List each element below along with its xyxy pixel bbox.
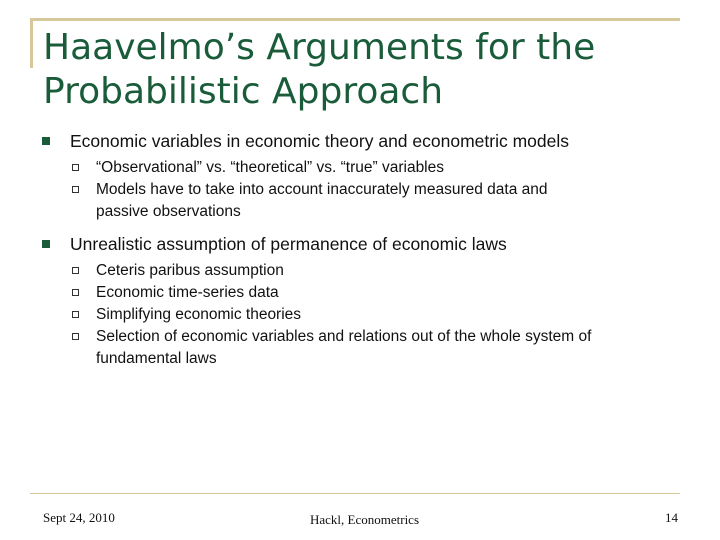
square-bullet-icon: [42, 137, 50, 145]
hollow-square-bullet-icon: [72, 333, 79, 340]
hollow-square-bullet-icon: [72, 311, 79, 318]
bullet-level2-item: [40, 260, 690, 282]
slide-title: [43, 26, 683, 114]
bullet-level2-item: [40, 304, 690, 326]
bullet-text: “Observational” vs. “theoretical” vs. “true” variables: [96, 159, 445, 176]
bullet-text: Simplifying economic theories: [96, 306, 302, 323]
page-number: 14: [665, 510, 678, 525]
hollow-square-bullet-icon: [72, 267, 79, 274]
bullet-text: fundamental laws: [96, 350, 217, 367]
bullet-level2-continuation: [40, 348, 690, 370]
title-frame-left-line: [30, 18, 33, 68]
title-frame-top-line: [30, 18, 680, 21]
bullet-level2-item: [40, 282, 690, 304]
bullet-text: Ceteris paribus assumption: [96, 262, 284, 279]
square-bullet-icon: [42, 240, 50, 248]
bullet-text: Economic time-series data: [96, 284, 279, 301]
bullet-level1-economic-variables: [40, 130, 690, 152]
footer-date: Sept 24, 2010: [43, 510, 115, 525]
bullet-text: Economic variables in economic theory and econometric models: [70, 131, 569, 151]
bullet-level1-unrealistic-assumption: [40, 233, 690, 255]
slide-title-line-1: Haavelmo’s Arguments for the: [43, 27, 596, 68]
bullet-level2-item: [40, 179, 690, 201]
bullet-text: passive observations: [96, 203, 241, 220]
bullet-level2-item: [40, 326, 690, 348]
bullet-text: Models have to take into account inaccurately measured data and: [96, 181, 548, 198]
bullet-level2-continuation: [40, 201, 690, 223]
bullet-level2-item: [40, 157, 690, 179]
footer-author: Hackl, Econometrics: [310, 512, 420, 527]
slide-title-line-2: Probabilistic Approach: [43, 71, 444, 112]
hollow-square-bullet-icon: [72, 186, 79, 193]
hollow-square-bullet-icon: [72, 289, 79, 296]
footer-divider: [30, 493, 680, 494]
bullet-text: Selection of economic variables and relations out of the whole system of: [96, 328, 592, 345]
hollow-square-bullet-icon: [72, 164, 79, 171]
slide-content: [40, 130, 690, 370]
bullet-text: Unrealistic assumption of permanence of economic laws: [70, 234, 507, 254]
